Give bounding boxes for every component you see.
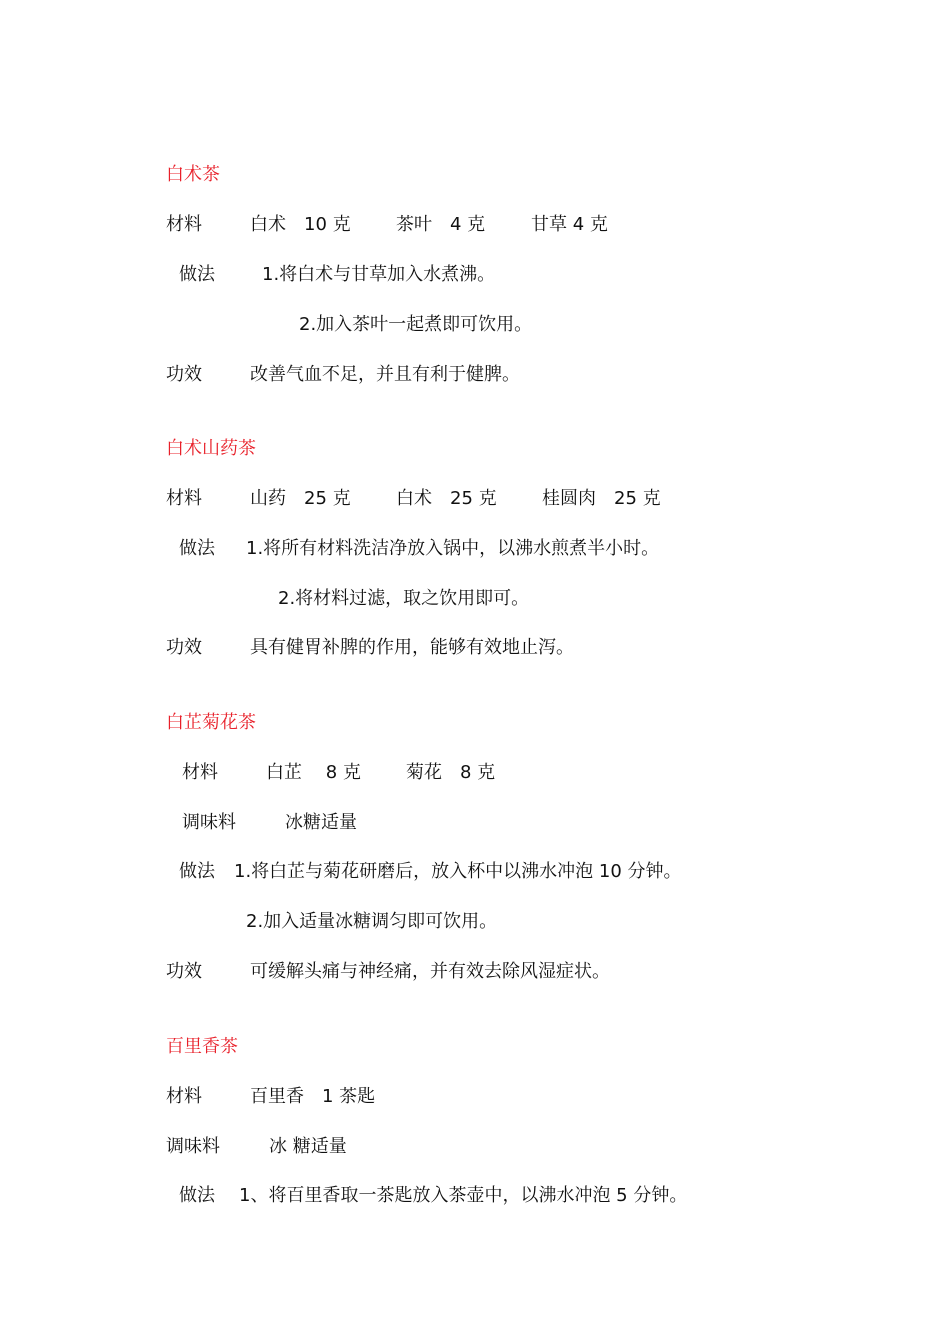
material-item: 桂圆肉 25 克: [542, 488, 661, 509]
method-step: 1.将白术与甘草加入水煮沸。: [262, 264, 496, 285]
materials-label: 材料: [166, 488, 202, 509]
materials-label: 材料: [166, 214, 202, 235]
seasoning-text: 冰 糖适量: [269, 1136, 347, 1157]
effect-label: 功效: [166, 637, 202, 658]
recipe-title-text: 白术山药茶: [166, 438, 256, 459]
method-label: 做法: [179, 538, 215, 559]
recipe-title-text: 百里香茶: [166, 1036, 238, 1057]
seasoning-label: 调味料: [182, 812, 236, 833]
method-step: 2.加入适量冰糖调匀即可饮用。: [246, 911, 498, 932]
material-item: 白芷 8 克: [266, 762, 361, 783]
material-item: 白术 10 克: [250, 214, 351, 235]
material-item: 菊花 8 克: [406, 762, 496, 783]
effect-text: 改善气血不足，并且有利于健脾。: [250, 364, 520, 385]
material-item: 山药 25 克: [250, 488, 351, 509]
method-step: 1、将百里香取一茶匙放入茶壶中，以沸水冲泡 5 分钟。: [239, 1185, 688, 1206]
materials-label: 材料: [166, 1086, 202, 1107]
method-label: 做法: [179, 1185, 215, 1206]
method-label: 做法: [179, 861, 215, 882]
method-step: 1.将所有材料洗洁净放入锅中，以沸水煎煮半小时。: [246, 538, 660, 559]
method-label: 做法: [179, 264, 215, 285]
method-step: 1.将白芷与菊花研磨后，放入杯中以沸水冲泡 10 分钟。: [234, 861, 682, 882]
effect-label: 功效: [166, 961, 202, 982]
material-item: 甘草 4 克: [531, 214, 608, 235]
effect-label: 功效: [166, 364, 202, 385]
material-item: 茶叶 4 克: [396, 214, 486, 235]
recipe-title-text: 白术茶: [166, 164, 220, 185]
method-step: 2.将材料过滤，取之饮用即可。: [278, 588, 530, 609]
material-item: 白术 25 克: [396, 488, 497, 509]
effect-text: 可缓解头痛与神经痛，并有效去除风湿症状。: [250, 961, 610, 982]
seasoning-text: 冰糖适量: [285, 812, 357, 833]
effect-text: 具有健胃补脾的作用，能够有效地止泻。: [250, 637, 574, 658]
method-step: 2.加入茶叶一起煮即可饮用。: [299, 314, 533, 335]
recipe-title-text: 白芷菊花茶: [166, 712, 256, 733]
material-item: 百里香 1 茶匙: [250, 1086, 376, 1107]
materials-label: 材料: [182, 762, 218, 783]
seasoning-label: 调味料: [166, 1136, 220, 1157]
